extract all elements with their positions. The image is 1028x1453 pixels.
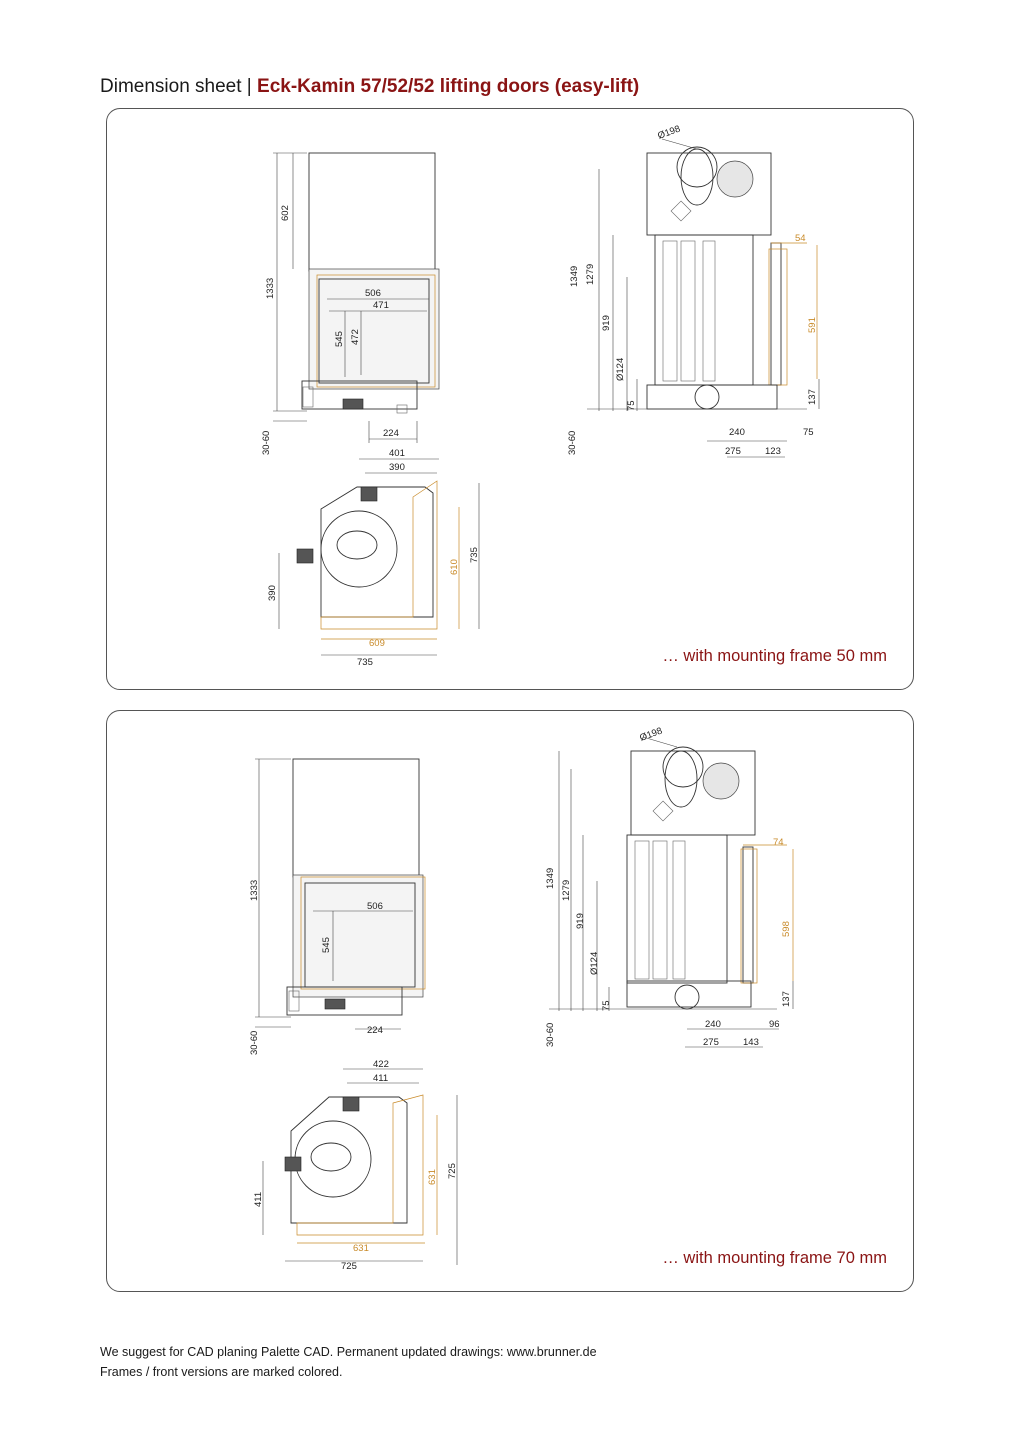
p2-side-3060: 30-60: [545, 1022, 556, 1047]
p1-side-75b: 75: [803, 427, 814, 438]
p1-side-124: Ø124: [615, 357, 626, 381]
p1-plan-735: 735: [469, 547, 480, 563]
p2-side-1349: 1349: [545, 867, 556, 889]
p1-front-506: 506: [365, 288, 381, 299]
p2-side-124: Ø124: [589, 951, 600, 975]
p1-side-198: Ø198: [656, 123, 682, 142]
p2-plan-631b: 631: [353, 1243, 369, 1254]
p1-side-919: 919: [601, 315, 612, 331]
p1-plan-401: 401: [389, 448, 405, 459]
p2-front-506: 506: [367, 901, 383, 912]
p1-side-54: 54: [795, 233, 806, 244]
p2-side-75: 75: [601, 1000, 612, 1011]
p2-side-74: 74: [773, 837, 784, 848]
p1-side-137: 137: [807, 389, 818, 405]
p2-side-1279: 1279: [561, 879, 572, 901]
p2-side-96: 96: [769, 1019, 780, 1030]
title-model: Eck-Kamin 57/52/52 lifting doors (easy-lift): [257, 76, 640, 97]
plan-view: [263, 1069, 457, 1265]
p1-front-1333: 1333: [265, 277, 276, 299]
p1-front-224: 224: [383, 428, 399, 439]
p2-front-224: 224: [367, 1025, 383, 1036]
plan-view: [279, 459, 479, 655]
p1-side-123: 123: [765, 446, 781, 457]
p2-side-598: 598: [781, 921, 792, 937]
panel1-caption: … with mounting frame 50 mm: [662, 647, 887, 665]
p2-side-240: 240: [705, 1019, 721, 1030]
p1-front-471: 471: [373, 300, 389, 311]
panel1-drawing: [107, 109, 913, 689]
p1-side-75: 75: [626, 400, 637, 411]
p2-side-137: 137: [781, 991, 792, 1007]
p1-plan-610: 610: [449, 559, 460, 575]
front-view: [255, 759, 425, 1029]
p1-side-240: 240: [729, 427, 745, 438]
p2-plan-725: 725: [447, 1163, 458, 1179]
title-separator: |: [241, 76, 258, 97]
footer-colors-note: Frames / front versions are marked colored.: [100, 1365, 343, 1379]
p2-side-919: 919: [575, 913, 586, 929]
footer: [100, 1342, 597, 1382]
p1-front-602: 602: [280, 205, 291, 221]
p2-plan-631: 631: [427, 1169, 438, 1185]
panel2-drawing: [107, 711, 913, 1291]
p1-plan-390: 390: [389, 462, 405, 473]
p2-plan-411: 411: [373, 1073, 389, 1084]
p1-side-591: 591: [807, 317, 818, 333]
p2-side-275: 275: [703, 1037, 719, 1048]
p2-front-1333: 1333: [249, 879, 260, 901]
front-view: [273, 153, 439, 443]
p1-side-275: 275: [725, 446, 741, 457]
p1-front-545: 545: [334, 331, 345, 347]
p2-plan-422: 422: [373, 1059, 389, 1070]
p2-side-143: 143: [743, 1037, 759, 1048]
p1-plan-735b: 735: [357, 657, 373, 668]
p2-side-198: Ø198: [638, 725, 664, 744]
p1-front-472: 472: [350, 329, 361, 345]
p2-plan-725b: 725: [341, 1261, 357, 1272]
panel2-caption: … with mounting frame 70 mm: [662, 1249, 887, 1267]
footer-cad-note: We suggest for CAD planing Palette CAD. Permanent updated drawings: www.brunner.de: [100, 1345, 597, 1359]
side-view: [587, 139, 819, 457]
p1-plan-609: 609: [369, 638, 385, 649]
p1-side-3060: 30-60: [567, 430, 578, 455]
p1-side-1349: 1349: [569, 265, 580, 287]
p2-front-3060: 30-60: [249, 1030, 260, 1055]
panel-mounting-frame-50: [106, 108, 914, 690]
panel-mounting-frame-70: [106, 710, 914, 1292]
page-title: [100, 76, 639, 98]
p1-front-3060: 30-60: [261, 430, 272, 455]
p1-side-1279: 1279: [585, 263, 596, 285]
p2-front-545: 545: [321, 937, 332, 953]
p2-plan-411b: 411: [253, 1191, 264, 1207]
p1-plan-390b: 390: [267, 585, 278, 601]
side-view: [549, 737, 793, 1047]
title-prefix: Dimension sheet: [100, 76, 242, 97]
